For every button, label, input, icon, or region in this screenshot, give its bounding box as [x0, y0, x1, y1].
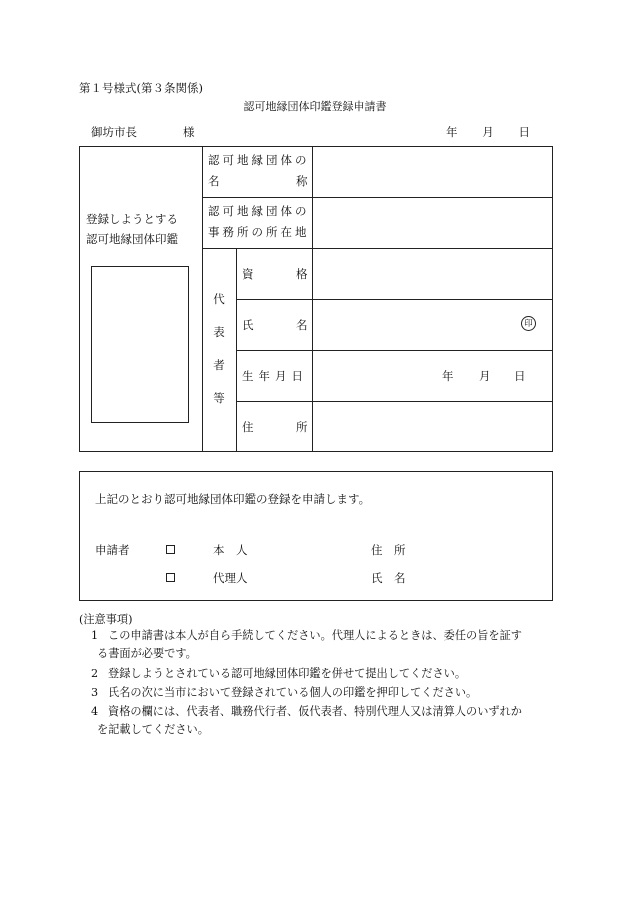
note-1-line2: る書面が必要です。 — [97, 647, 197, 660]
date-year-label: 年 — [446, 125, 458, 139]
rep-address-input[interactable] — [313, 402, 552, 451]
register-seal-label-line2: 認可地縁団体印鑑 — [86, 232, 178, 246]
notes-heading: (注意事項) — [79, 613, 133, 626]
note-4-line1: 資格の欄には、代表者、職務代行者、仮代表者、特別代理人又は清算人のいずれか — [108, 705, 522, 718]
rep-address-label-b: 所 — [296, 420, 308, 434]
date-line — [446, 124, 530, 140]
applicant-address-label: 住 所 — [371, 543, 406, 557]
rep-title-label-a: 資 — [242, 267, 254, 281]
org-name-input[interactable] — [313, 147, 552, 197]
document-title: 認可地縁団体印鑑登録申請書 — [243, 100, 387, 113]
org-address-label-line2: 事務所の所在地 — [208, 225, 310, 239]
rep-title-label-b: 格 — [296, 267, 308, 281]
checkbox-self[interactable] — [166, 545, 175, 554]
representative-char-2: 表 — [213, 325, 225, 339]
form-number: 第１号様式(第３条関係) — [79, 81, 203, 95]
option-self-label: 本 人 — [213, 543, 248, 557]
rep-title-input[interactable] — [313, 249, 552, 299]
representative-char-4: 等 — [213, 391, 225, 405]
option-agent-label: 代理人 — [213, 571, 248, 585]
addressee: 御坊市長 — [91, 125, 137, 139]
note-4-number: 4 — [91, 705, 99, 718]
org-name-label-a: 名 — [208, 174, 220, 188]
seal-impression-area[interactable] — [91, 266, 189, 423]
seal-stamp-mark: 印 — [521, 316, 536, 331]
register-seal-label-line1: 登録しようとする — [86, 212, 178, 226]
org-name-label-b: 称 — [296, 174, 308, 188]
note-1-number: 1 — [91, 629, 99, 642]
applicant-name-label: 氏 名 — [371, 571, 406, 585]
note-2-line1: 登録しようとされている認可地縁団体印鑑を併せて提出してください。 — [108, 667, 467, 680]
table-divider-h4 — [236, 350, 553, 351]
note-1-line1: この申請書は本人が自ら手続してください。代理人によるときは、委任の旨を証す — [108, 629, 522, 642]
note-3-line1: 氏名の次に当市において登録されている個人の印鑑を押印してください。 — [108, 686, 478, 699]
rep-birth-label: 生年月日 — [242, 369, 308, 383]
rep-name-label-a: 氏 — [242, 318, 254, 332]
date-month-label: 月 — [482, 125, 494, 139]
application-statement: 上記のとおり認可地縁団体印鑑の登録を申請します。 — [95, 492, 371, 506]
representative-char-3: 者 — [213, 358, 225, 372]
rep-name-label-b: 名 — [296, 318, 308, 332]
table-divider-v1 — [202, 146, 203, 452]
rep-name-input[interactable] — [313, 300, 513, 350]
date-day-label: 日 — [518, 125, 530, 139]
representative-char-1: 代 — [213, 292, 225, 306]
note-3-number: 3 — [91, 686, 99, 699]
note-4-line2: を記載してください。 — [97, 723, 209, 736]
org-address-input[interactable] — [313, 198, 552, 248]
addressee-honorific: 様 — [183, 125, 195, 139]
rep-address-label-a: 住 — [242, 420, 254, 434]
note-2-number: 2 — [91, 667, 99, 680]
rep-birth-year: 年 — [442, 369, 454, 383]
org-address-label-line1: 認可地縁団体の — [208, 204, 310, 218]
rep-birth-month: 月 — [479, 369, 491, 383]
org-name-label-line1: 認可地縁団体の — [208, 153, 310, 167]
rep-birth-day: 日 — [514, 369, 526, 383]
applicant-label: 申請者 — [95, 543, 130, 557]
checkbox-agent[interactable] — [166, 573, 175, 582]
